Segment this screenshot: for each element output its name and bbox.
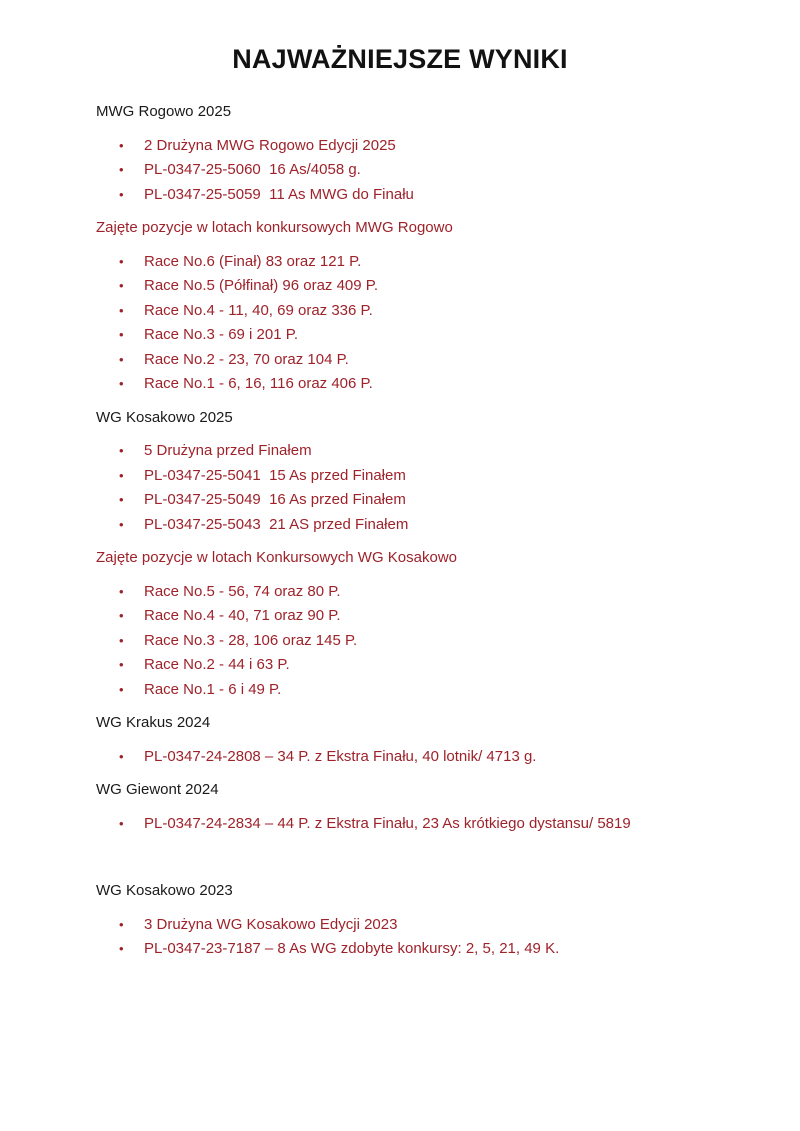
section-heading-pozycje-wg-kosakowo: Zajęte pozycje w lotach Konkursowych WG Kosakowo bbox=[96, 549, 457, 566]
document-title: NAJWAŻNIEJSZE WYNIKI bbox=[232, 44, 568, 74]
bullet-list-wg-kosakowo-2025 bbox=[96, 439, 704, 537]
list-item bbox=[96, 937, 704, 962]
list-item bbox=[96, 580, 704, 605]
bullet-list-wg-krakus-2024 bbox=[96, 745, 704, 770]
list-item-text: PL-0347-25-5059 11 As MWG do Finału bbox=[144, 185, 414, 203]
list-item bbox=[96, 250, 704, 275]
list-item bbox=[96, 439, 704, 464]
bullet-icon: • bbox=[119, 632, 124, 648]
list-item bbox=[96, 183, 704, 208]
list-item-text: Race No.3 - 69 i 201 P. bbox=[144, 326, 298, 343]
bullet-icon: • bbox=[119, 941, 124, 956]
section-heading-wg-krakus-2024: WG Krakus 2024 bbox=[96, 714, 211, 731]
bullet-list-pozycje-wg-kosakowo bbox=[96, 580, 704, 703]
list-item bbox=[96, 629, 704, 654]
bullet-icon: • bbox=[119, 608, 124, 623]
list-item-text: Race No.1 - 6 i 49 P. bbox=[144, 680, 282, 698]
list-item-text: 2 Drużyna MWG Rogowo Edycji 2025 bbox=[144, 136, 396, 154]
bullet-list-wg-kosakowo-2023 bbox=[96, 913, 704, 962]
list-item bbox=[96, 513, 704, 538]
bullet-icon: • bbox=[119, 351, 124, 367]
bullet-icon: • bbox=[119, 467, 124, 483]
list-item-text: PL-0347-24-2834 – 44 P. z Ekstra Finału, 23 As krótkiego dystansu/ 5819 bbox=[144, 814, 631, 832]
bullet-icon: • bbox=[119, 186, 124, 202]
bullet-icon: • bbox=[119, 916, 124, 932]
list-item-text: 5 Drużyna przed Finałem bbox=[144, 442, 312, 459]
bullet-icon: • bbox=[119, 302, 124, 318]
list-item bbox=[96, 158, 704, 183]
section-heading-wg-kosakowo-2023: WG Kosakowo 2023 bbox=[96, 882, 233, 899]
bullet-icon: • bbox=[119, 327, 124, 342]
bullet-icon: • bbox=[119, 443, 124, 458]
list-item bbox=[96, 464, 704, 489]
bullet-icon: • bbox=[119, 278, 124, 293]
bullet-icon: • bbox=[119, 516, 124, 532]
bullet-icon: • bbox=[119, 253, 124, 269]
list-item bbox=[96, 372, 704, 397]
list-item bbox=[96, 913, 704, 938]
list-item-text: Race No.6 (Finał) 83 oraz 121 P. bbox=[144, 252, 362, 270]
list-item-text: PL-0347-25-5041 15 As przed Finałem bbox=[144, 466, 406, 484]
bullet-icon: • bbox=[119, 137, 124, 153]
bullet-icon: • bbox=[119, 748, 124, 764]
bullet-icon: • bbox=[119, 815, 124, 831]
section-heading-pozycje-mwg-rogowo: Zajęte pozycje w lotach konkursowych MWG Rogowo bbox=[96, 219, 453, 236]
list-item-text: Race No.1 - 6, 16, 116 oraz 406 P. bbox=[144, 375, 373, 392]
list-item bbox=[96, 604, 704, 629]
list-item bbox=[96, 299, 704, 324]
list-item-text: PL-0347-25-5060 16 As/4058 g. bbox=[144, 161, 361, 178]
list-item bbox=[96, 653, 704, 678]
list-item-text: PL-0347-23-7187 – 8 As WG zdobyte konkursy: 2, 5, 21, 49 K. bbox=[144, 940, 560, 957]
bullet-icon: • bbox=[119, 657, 124, 672]
list-item bbox=[96, 134, 704, 159]
list-item-text: Race No.2 - 23, 70 oraz 104 P. bbox=[144, 350, 349, 368]
bullet-list-mwg-rogowo-2025 bbox=[96, 134, 704, 208]
section-heading-mwg-rogowo-2025: MWG Rogowo 2025 bbox=[96, 103, 232, 120]
list-item-text: Race No.4 - 40, 71 oraz 90 P. bbox=[144, 607, 341, 624]
list-item-text: Race No.2 - 44 i 63 P. bbox=[144, 656, 290, 673]
list-item bbox=[96, 678, 704, 703]
list-item bbox=[96, 812, 704, 837]
bullet-list-pozycje-mwg-rogowo bbox=[96, 250, 704, 397]
bullet-icon: • bbox=[119, 492, 124, 507]
list-item bbox=[96, 745, 704, 770]
list-item bbox=[96, 348, 704, 373]
bullet-icon: • bbox=[119, 583, 124, 599]
list-item bbox=[96, 323, 704, 348]
list-item-text: Race No.5 - 56, 74 oraz 80 P. bbox=[144, 582, 341, 600]
list-item-text: PL-0347-25-5049 16 As przed Finałem bbox=[144, 491, 406, 508]
list-item-text: Race No.5 (Półfinał) 96 oraz 409 P. bbox=[144, 277, 379, 294]
section-heading-wg-giewont-2024: WG Giewont 2024 bbox=[96, 781, 219, 798]
bullet-icon: • bbox=[119, 162, 124, 177]
blank-paragraph-spacer bbox=[96, 845, 704, 879]
bullet-icon: • bbox=[119, 681, 124, 697]
bullet-icon: • bbox=[119, 376, 124, 391]
list-item bbox=[96, 488, 704, 513]
bullet-list-wg-giewont-2024 bbox=[96, 812, 704, 837]
list-item-text: 3 Drużyna WG Kosakowo Edycji 2023 bbox=[144, 915, 398, 933]
section-heading-wg-kosakowo-2025: WG Kosakowo 2025 bbox=[96, 408, 233, 426]
list-item-text: PL-0347-25-5043 21 AS przed Finałem bbox=[144, 515, 409, 533]
list-item bbox=[96, 274, 704, 299]
list-item-text: Race No.4 - 11, 40, 69 oraz 336 P. bbox=[144, 301, 373, 319]
list-item-text: Race No.3 - 28, 106 oraz 145 P. bbox=[144, 631, 358, 649]
list-item-text: PL-0347-24-2808 – 34 P. z Ekstra Finału, 40 lotnik/ 4713 g. bbox=[144, 747, 537, 765]
